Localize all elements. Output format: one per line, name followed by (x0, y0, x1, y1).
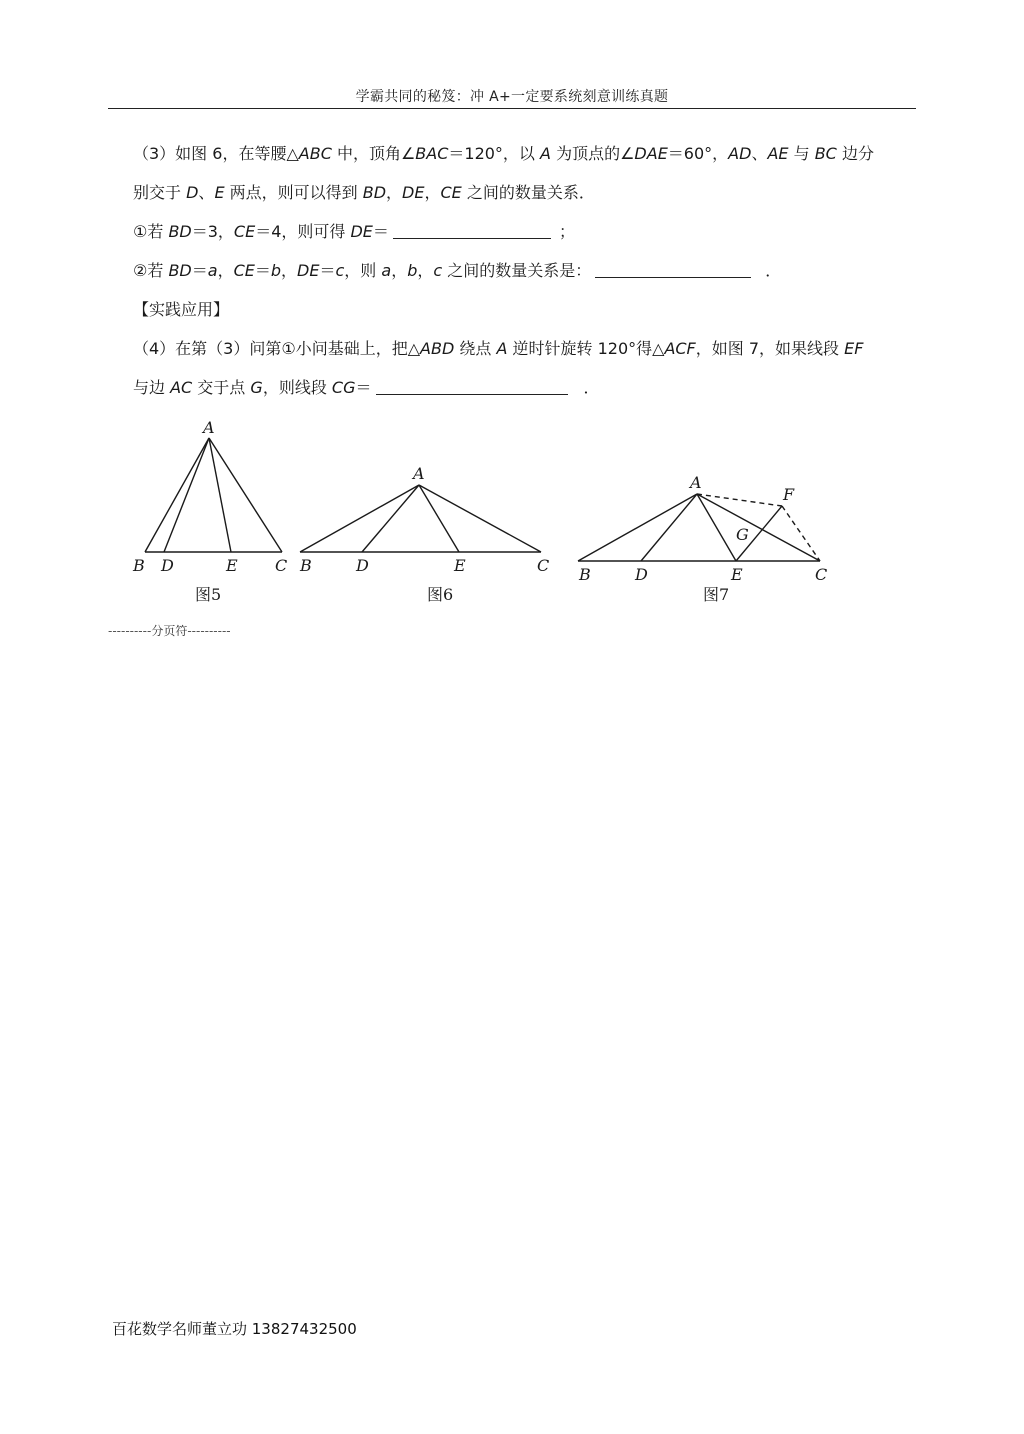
fig6-label-d: D (356, 556, 369, 575)
fig6-label-c: C (537, 556, 550, 575)
fig5-label-e: E (226, 556, 238, 575)
figure-5-drawing (145, 438, 282, 552)
q3-sub-2: ②若 BD＝a，CE＝b，DE＝c，则 a，b，c 之间的数量关系是： ． (133, 261, 782, 280)
page-footer: 百花数学名师董立功 13827432500 (112, 1320, 357, 1338)
q3-line-2: 别交于 D、E 两点，则可以得到 BD，DE，CE 之间的数量关系． (133, 183, 595, 202)
fig6-label-a: A (413, 464, 425, 483)
fig7-label-f: F (783, 485, 795, 504)
fig5-label-a: A (203, 418, 215, 437)
fig5-label-d: D (161, 556, 174, 575)
section-title: 【实践应用】 (133, 300, 230, 319)
fig6-label-b: B (300, 556, 312, 575)
fig5-label-b: B (133, 556, 145, 575)
fig5-label-c: C (275, 556, 288, 575)
q4-line-1: （4）在第（3）问第①小问基础上，把△ABD 绕点 A 逆时针旋转 120°得△ACF，如图 7，如果线段 EF (133, 339, 864, 358)
page-break-marker: ----------分页符---------- (108, 624, 231, 638)
fig7-label-g: G (736, 525, 749, 544)
fig7-label-a: A (690, 473, 702, 492)
fig5-caption: 图5 (195, 585, 222, 604)
fig6-label-e: E (454, 556, 466, 575)
fig6-caption: 图6 (427, 585, 454, 604)
q3-sub-1: ①若 BD＝3，CE＝4，则可得 DE＝ ； (133, 222, 575, 241)
fig7-label-e: E (731, 565, 743, 584)
page-header: 学霸共同的秘笈：冲 A+一定要系统刻意训练真题 (355, 89, 669, 105)
fig7-label-d: D (635, 565, 648, 584)
figure-6-drawing (300, 485, 541, 552)
fig7-label-c: C (815, 565, 828, 584)
figure-7-drawing (578, 494, 820, 561)
page-break-label: 分页符 (151, 624, 188, 638)
fig7-label-b: B (579, 565, 591, 584)
geometry-figures (0, 0, 1024, 620)
q3-line-1: （3）如图 6，在等腰△ABC 中，顶角∠BAC＝120°，以 A 为顶点的∠DAE＝60°，AD、AE 与 BC 边分 (133, 144, 874, 163)
q4-line-2: 与边 AC 交于点 G，则线段 CG＝ ． (133, 378, 600, 397)
fig7-caption: 图7 (703, 585, 730, 604)
